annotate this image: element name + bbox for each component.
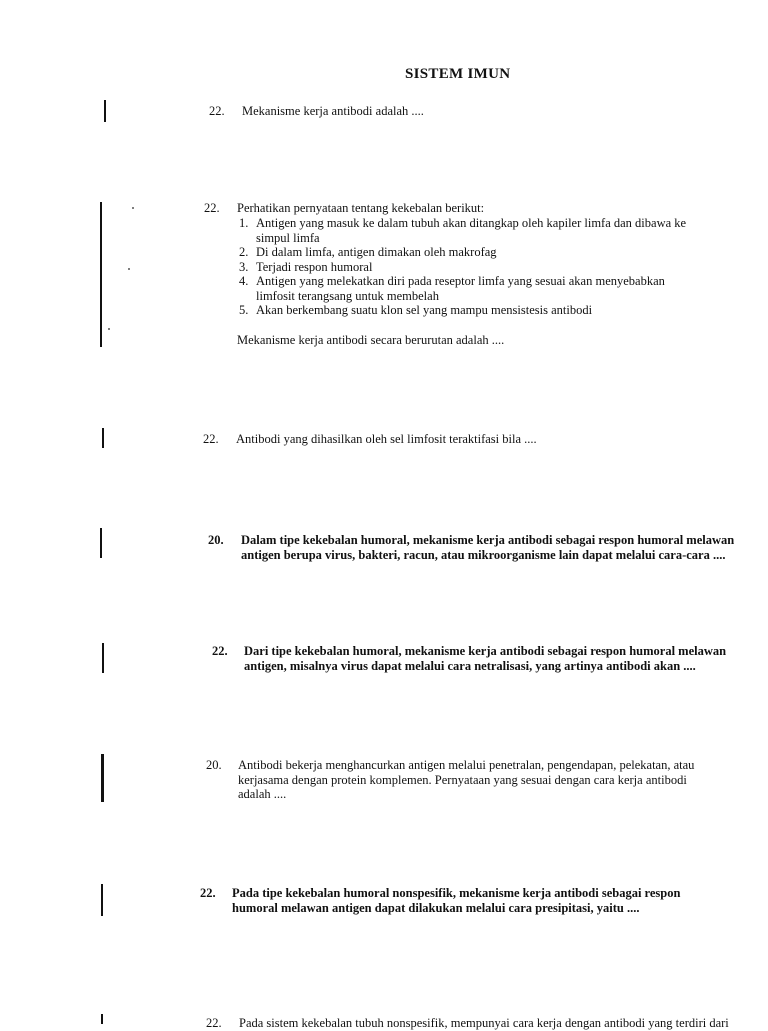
margin-bar [101,1014,103,1024]
question-number: 22. [200,886,216,900]
margin-bar [100,528,102,558]
question-text: Perhatikan pernyataan tentang kekebalan berikut: [237,201,485,215]
margin-bar [101,754,104,802]
statement-item: 5. Akan berkembang suatu klon sel yang mampu mensistesis antibodi [239,303,593,317]
scan-speck [132,207,134,209]
question-text: Antibodi bekerja menghancurkan antigen melalui penetralan, pengendapan, pelekatan, atau [238,758,695,772]
question-text: adalah .... [238,787,287,801]
statement-item-continued: limfosit terangsang untuk membelah [256,288,439,303]
question-text: antigen, misalnya virus dapat melalui cara netralisasi, yang artinya antibodi akan .... [244,658,696,673]
statement-item: 1. Antigen yang masuk ke dalam tubuh akan ditangkap oleh kapiler limfa dan dibawa ke [239,216,687,230]
question-text: humoral melawan antigen dapat dilakukan melalui cara presipitasi, yaitu .... [232,900,640,915]
margin-bar [102,643,104,673]
question-text: Antibodi yang dihasilkan oleh sel limfosit teraktifasi bila .... [236,432,537,446]
margin-bar [101,884,103,916]
scan-speck [128,268,130,270]
question-number: 22. [209,104,225,118]
question-text: antigen berupa virus, bakteri, racun, atau mikroorganisme lain dapat melalui cara-cara .... [241,547,726,562]
question-number: 22. [206,1016,222,1030]
question-text: Dalam tipe kekebalan humoral, mekanisme kerja antibodi sebagai respon humoral melawan [241,533,735,547]
question-number: 22. [204,201,220,215]
margin-bar [100,202,102,347]
question-number: 22. [203,432,219,446]
question-text: Pada sistem kekebalan tubuh nonspesifik, mempunyai cara kerja dengan antibodi yang terdiri dari [239,1016,729,1030]
statement-item-continued: simpul limfa [256,230,320,245]
question-text: Mekanisme kerja antibodi adalah .... [242,104,424,118]
scan-speck [108,328,110,330]
question-2-footer: Mekanisme kerja antibodi secara berurutan adalah .... [237,333,505,347]
question-text: Dari tipe kekebalan humoral, mekanisme kerja antibodi sebagai respon humoral melawan [244,644,727,658]
statement-item: 2. Di dalam limfa, antigen dimakan oleh makrofag [239,245,497,259]
question-number: 20. [208,533,224,547]
question-number: 22. [212,644,228,658]
question-text: Pada tipe kekebalan humoral nonspesifik, mekanisme kerja antibodi sebagai respon [232,886,681,900]
margin-bar [104,100,106,122]
document-title: SISTEM IMUN [405,66,511,82]
statement-item: 3. Terjadi respon humoral [239,259,373,274]
question-number: 20. [206,758,222,772]
question-text: kerjasama dengan protein komplemen. Pernyataan yang sesuai dengan cara kerja antibodi [238,772,687,787]
statement-item: 4. Antigen yang melekatkan diri pada reseptor limfa yang sesuai akan menyebabkan [239,274,665,288]
statement-list [239,216,686,318]
margin-bar [102,428,104,448]
